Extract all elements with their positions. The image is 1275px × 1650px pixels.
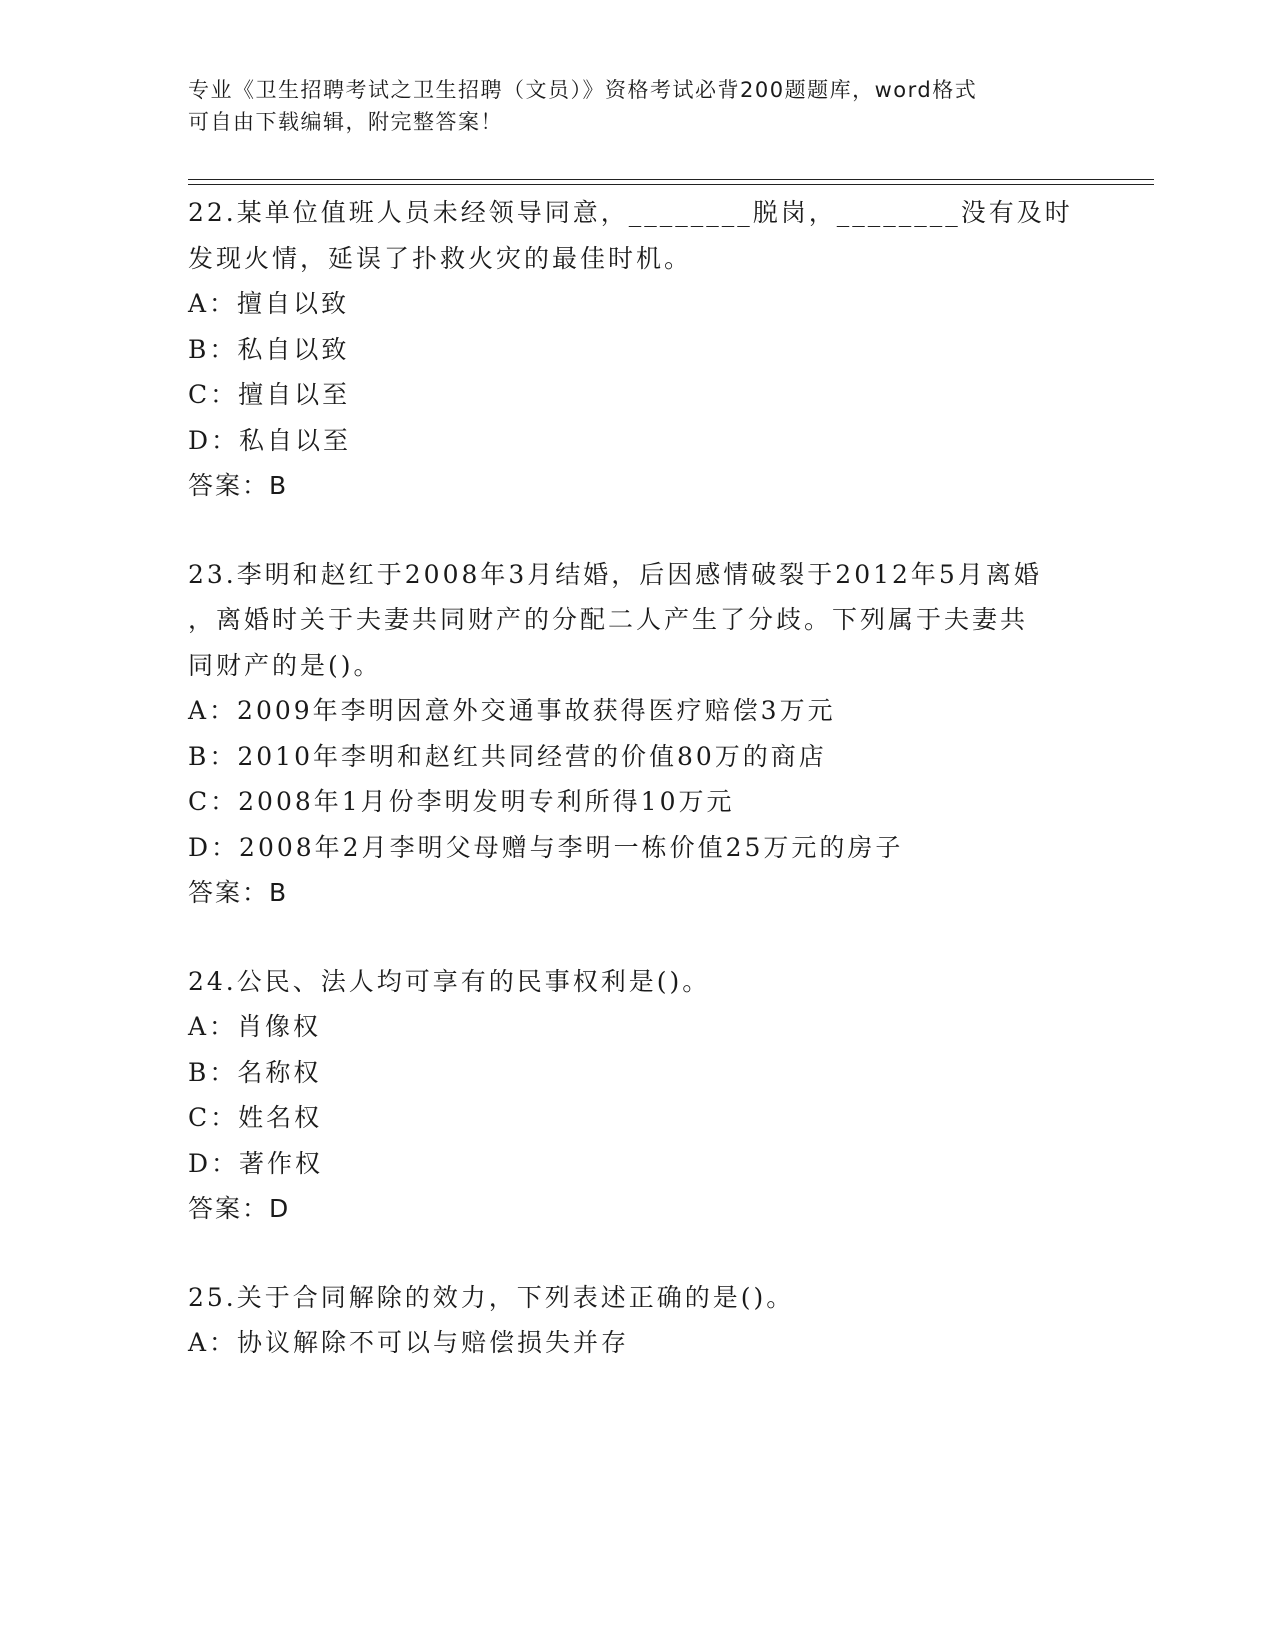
option-b: B：私自以致	[188, 334, 350, 364]
question-22	[188, 190, 1088, 509]
question-24	[188, 959, 1088, 1232]
answer: 答案：D	[188, 1194, 291, 1223]
option-b: B：名称权	[188, 1057, 322, 1087]
answer: 答案：B	[188, 878, 289, 907]
header-line-1: 专业《卫生招聘考试之卫生招聘（文员）》资格考试必背200题题库，word格式	[188, 78, 978, 102]
option-b: B：2010年李明和赵红共同经营的价值80万的商店	[188, 741, 827, 771]
option-d: D：私自以至	[188, 425, 352, 455]
header-rule-top	[188, 179, 1154, 180]
option-a: A：协议解除不可以与赔偿损失并存	[188, 1328, 630, 1357]
header-line-2: 可自由下载编辑，附完整答案！	[188, 110, 503, 134]
question-23	[188, 552, 1088, 916]
document-header	[188, 74, 1088, 138]
option-c: C：2008年1月份李明发明专利所得10万元	[188, 787, 735, 816]
question-stem-line: 25.关于合同解除的效力，下列表述正确的是()。	[188, 1282, 795, 1312]
answer: 答案：B	[188, 471, 289, 500]
option-a: A：肖像权	[188, 1012, 322, 1041]
question-stem-line: 24.公民、法人均可享有的民事权利是()。	[188, 966, 711, 996]
option-a: A：2009年李明因意外交通事故获得医疗赔偿3万元	[188, 696, 836, 725]
question-stem-line: 同财产的是()。	[188, 650, 382, 680]
question-stem-line: 23.李明和赵红于2008年3月结婚，后因感情破裂于2012年5月离婚	[188, 559, 1042, 589]
option-d: D：2008年2月李明父母赠与李明一栋价值25万元的房子	[188, 832, 904, 862]
question-25	[188, 1275, 1088, 1366]
option-a: A：擅自以致	[188, 289, 350, 318]
option-d: D：著作权	[188, 1148, 324, 1178]
question-list	[188, 190, 1088, 1409]
header-rule-bottom	[188, 184, 1154, 185]
option-c: C：姓名权	[188, 1103, 323, 1132]
question-stem-line: 发现火情，延误了扑救火灾的最佳时机。	[188, 243, 693, 273]
question-stem-line: ，离婚时关于夫妻共同财产的分配二人产生了分歧。下列属于夫妻共	[188, 605, 1029, 634]
question-stem-line: 22.某单位值班人员未经领导同意，________脱岗，________没有及时	[188, 198, 1073, 227]
option-c: C：擅自以至	[188, 380, 351, 409]
